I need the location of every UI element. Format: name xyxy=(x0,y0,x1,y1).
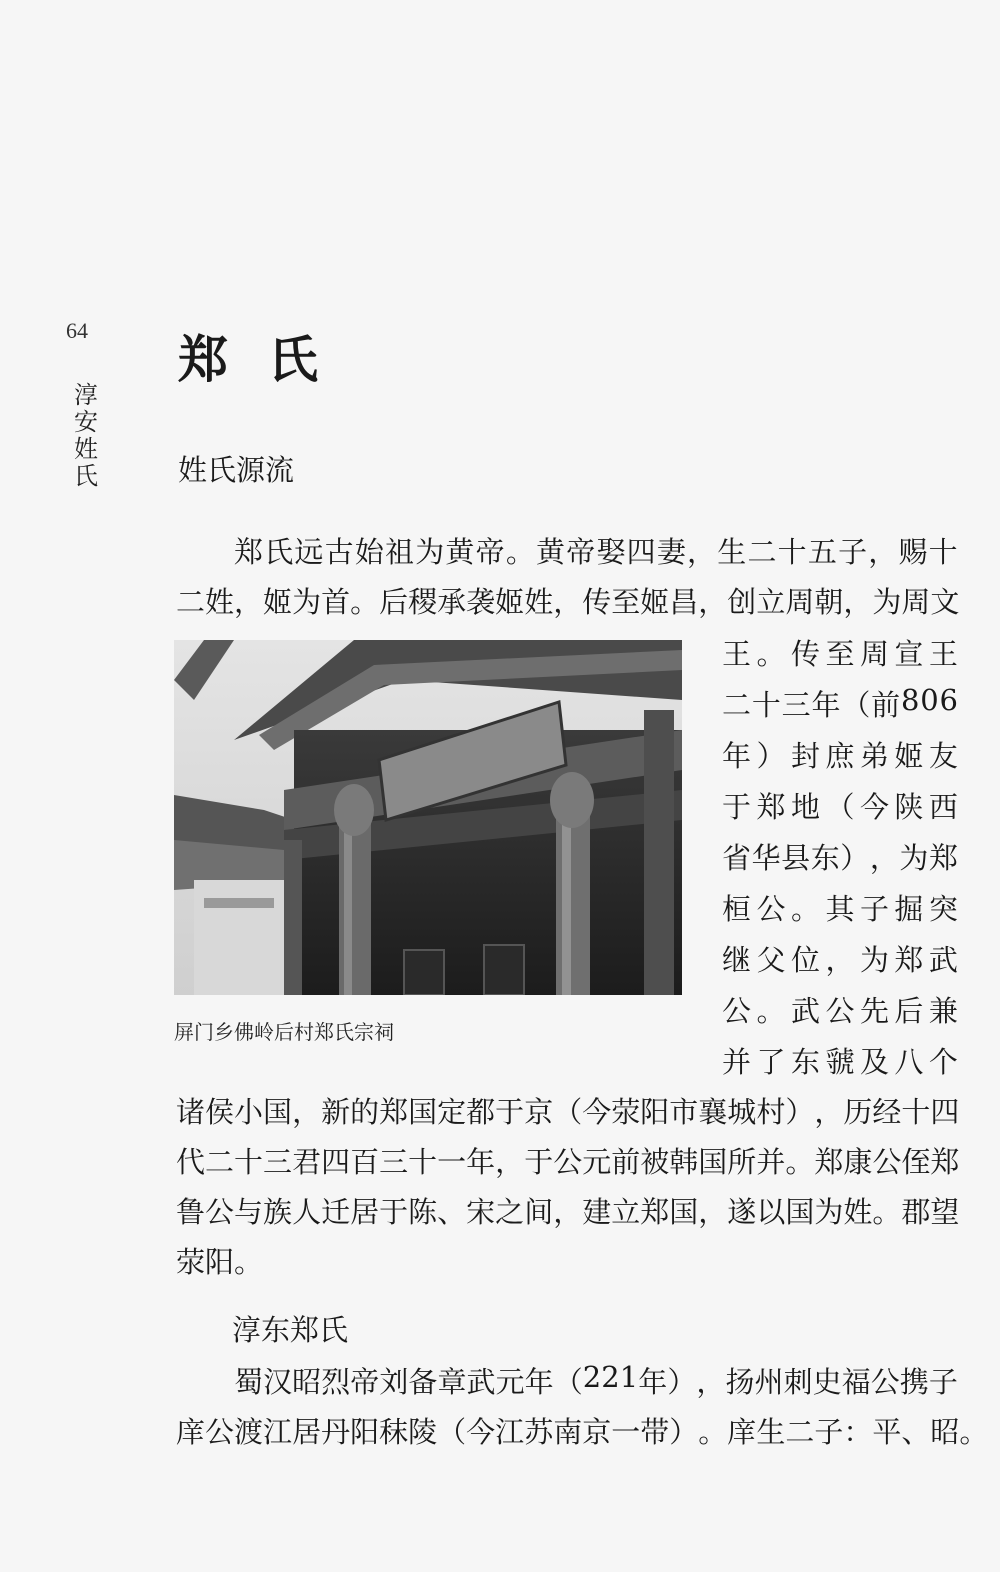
text-line: 于 郑 地 （ 今 陕 西 xyxy=(722,790,958,824)
text-line: 蜀 汉 昭 烈 帝 刘 备 章 武 元 年 （ 2 2 1 年 ） ， 扬 州 刺 史 福 公 携 子 xyxy=(234,1360,958,1399)
text-line: 省 华 县 东 ） ， 为 郑 xyxy=(722,841,958,875)
text-line: 桓 公 。 其 子 掘 突 xyxy=(722,892,958,926)
section-title: 姓氏源流 xyxy=(178,453,295,487)
text-line: 二 十 三 年 （ 前 8 0 6 xyxy=(722,683,958,722)
chapter-title: 郑氏 xyxy=(178,331,358,389)
photo-caption: 屏门乡佛岭后村郑氏宗祠 xyxy=(174,1020,394,1044)
text-line: 荥阳。 xyxy=(176,1245,264,1279)
text-line: 鲁 公 与 族 人 迁 居 于 陈 、 宋 之 间 ， 建 立 郑 国 ， 遂 以 国 为 姓 。 郡 望 xyxy=(176,1195,960,1229)
subsection-title: 淳东郑氏 xyxy=(232,1313,349,1347)
ancestral-hall-photo xyxy=(174,640,682,995)
text-line: 二 姓 ， 姬 为 首 。 后 稷 承 袭 姬 姓 ， 传 至 姬 昌 ， 创 立 周 朝 ， 为 周 文 xyxy=(176,585,960,619)
running-head: 淳安姓氏 xyxy=(74,381,98,490)
text-line: 郑 氏 远 古 始 祖 为 黄 帝 。 黄 帝 娶 四 妻 ， 生 二 十 五 子 ， 赐 十 xyxy=(234,535,958,569)
page-number: 64 xyxy=(66,318,88,343)
text-line: 并 了 东 虢 及 八 个 xyxy=(722,1045,958,1079)
text-line: 王 。 传 至 周 宣 王 xyxy=(722,637,958,671)
text-line: 年 ） 封 庶 弟 姬 友 xyxy=(722,739,958,773)
text-line: 继 父 位 ， 为 郑 武 xyxy=(722,943,958,977)
text-line: 代 二 十 三 君 四 百 三 十 一 年 ， 于 公 元 前 被 韩 国 所 并 。 郑 康 公 侄 郑 xyxy=(176,1145,960,1179)
text-line: 庠 公 渡 江 居 丹 阳 秣 陵 （ 今 江 苏 南 京 一 带 ） 。 庠 生 二 子 ： 平 、 昭 。 xyxy=(176,1415,989,1449)
text-line: 诸 侯 小 国 ， 新 的 郑 国 定 都 于 京 （ 今 荥 阳 市 襄 城 村 ） ， 历 经 十 四 xyxy=(176,1095,960,1129)
text-line: 公 。 武 公 先 后 兼 xyxy=(722,994,958,1028)
